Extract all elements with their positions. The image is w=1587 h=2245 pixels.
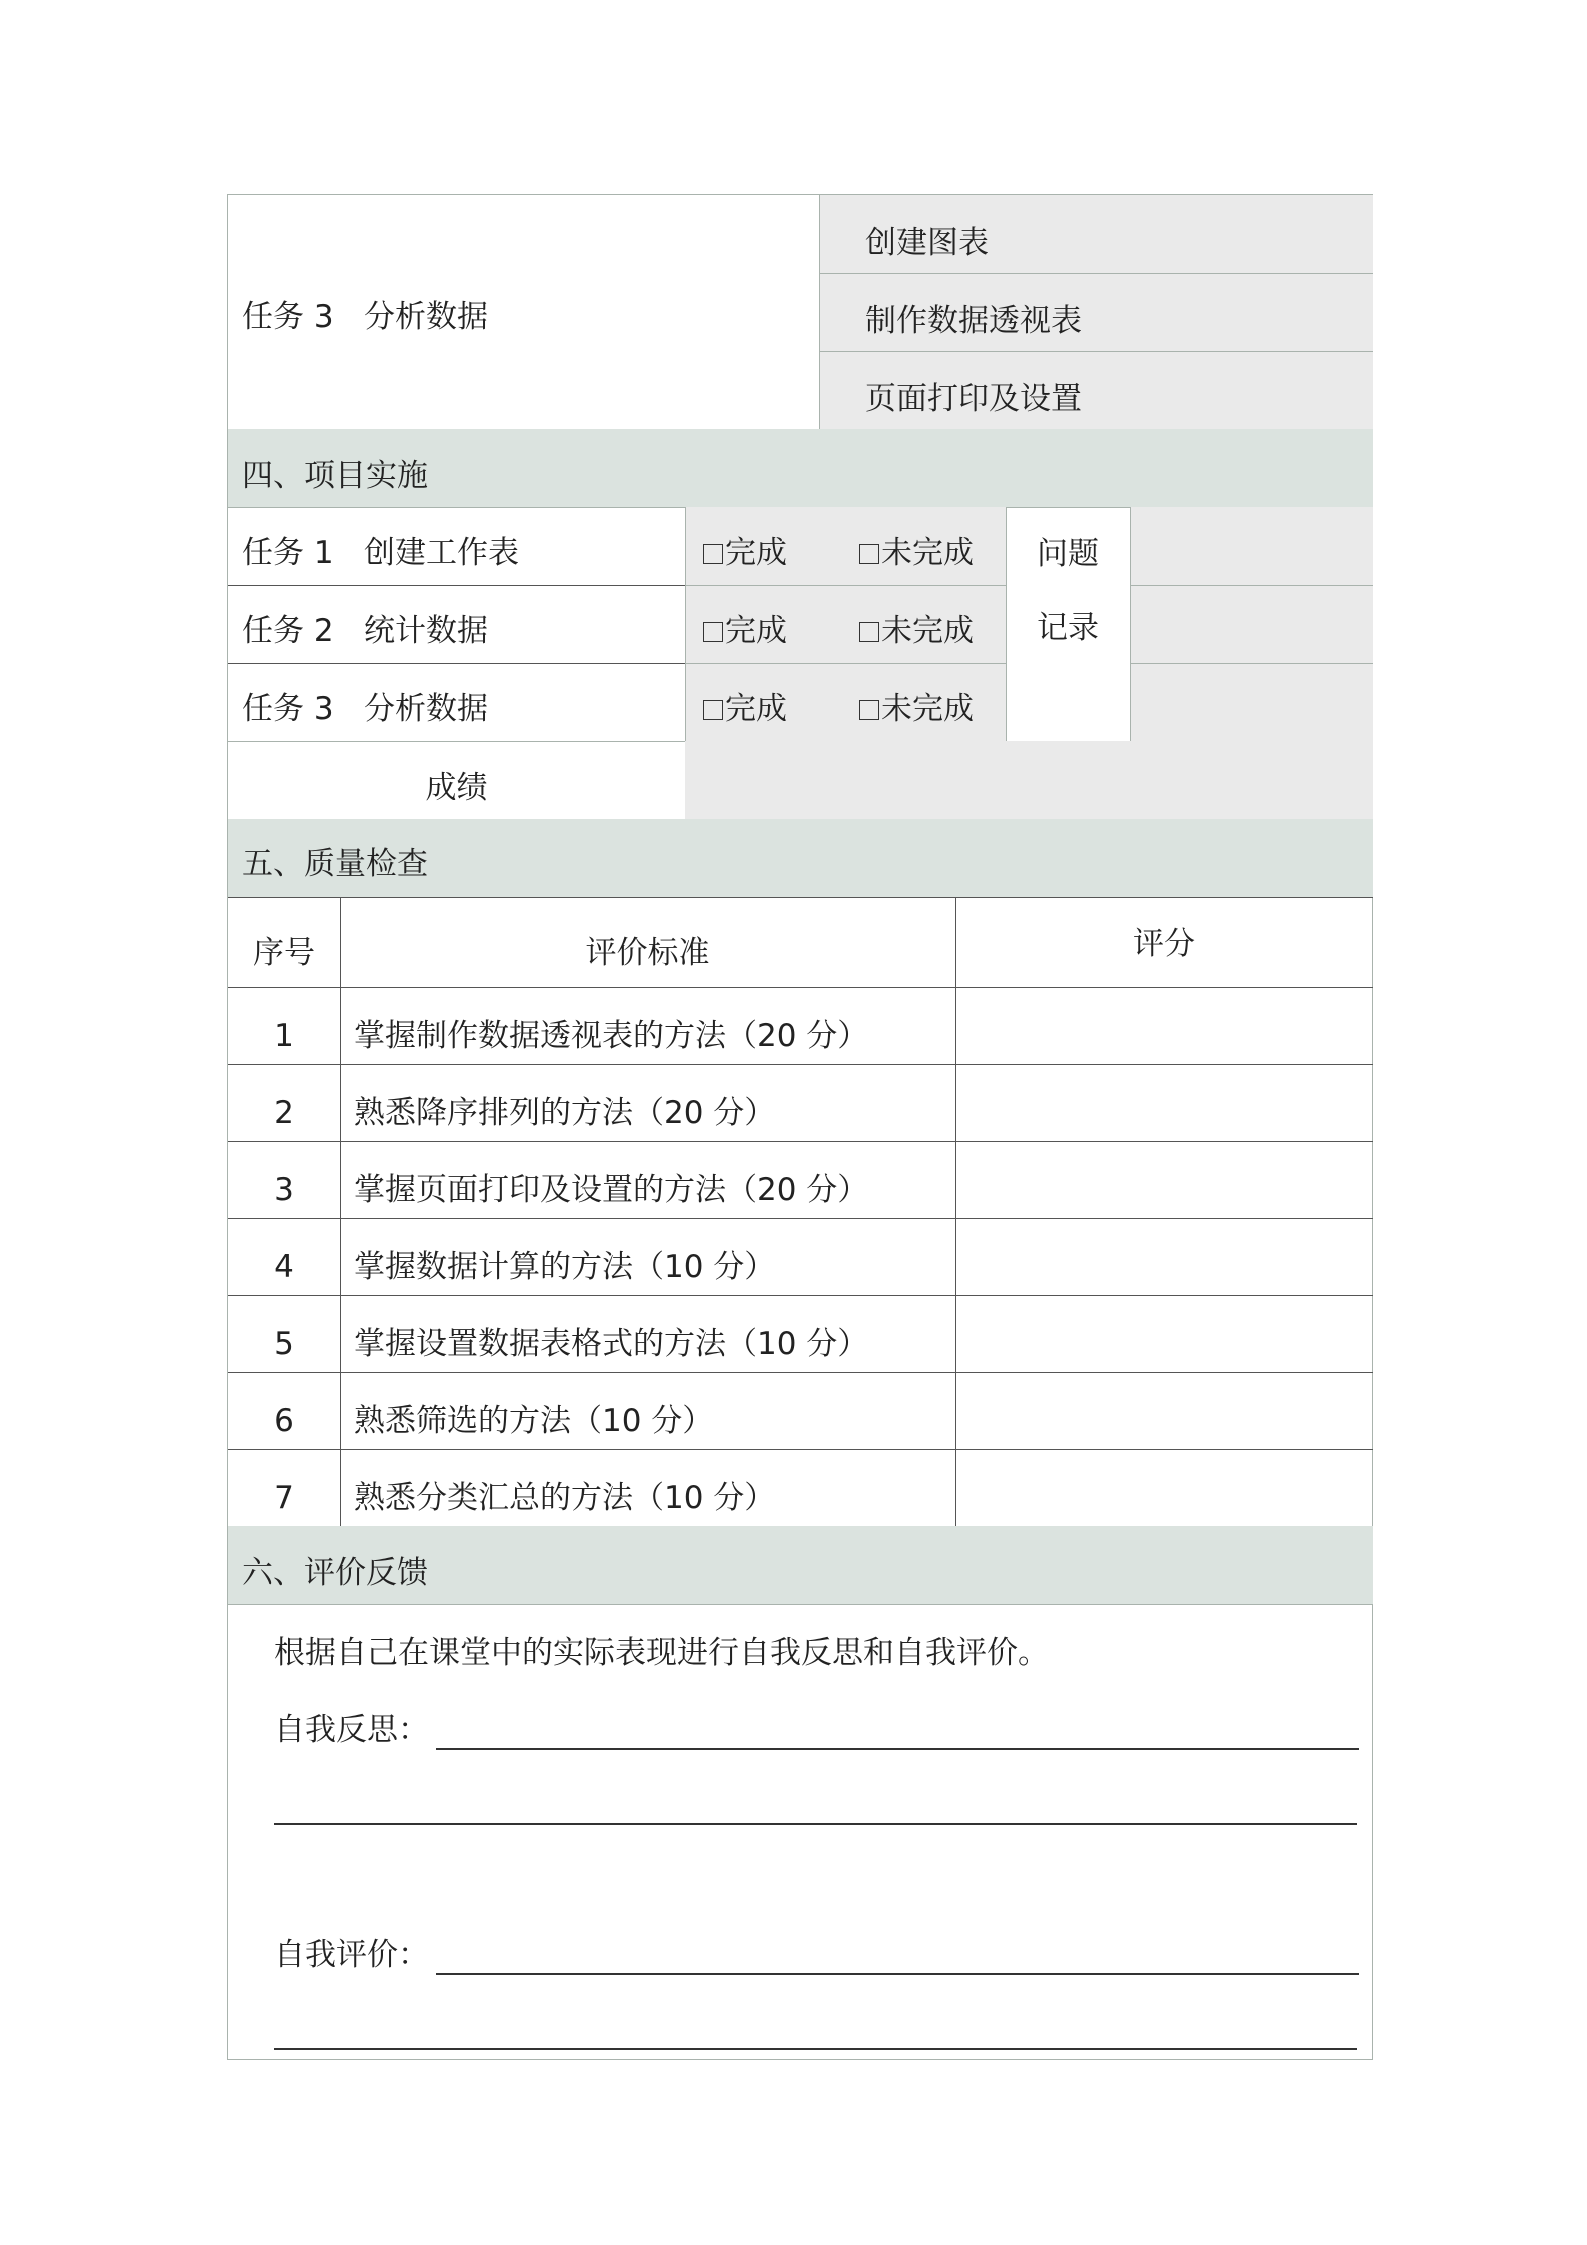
feedback-instruction: 根据自己在课堂中的实际表现进行自我反思和自我评价。	[274, 1635, 1049, 1671]
task3-name: 分析数据	[364, 299, 488, 335]
row-no: 1	[274, 1018, 294, 1054]
row-score-field[interactable]	[955, 1372, 1373, 1449]
divider	[685, 585, 1006, 586]
divider	[228, 585, 685, 586]
row-no: 3	[274, 1172, 294, 1208]
section4-header	[228, 429, 1373, 507]
header-criteria: 评价标准	[585, 935, 710, 971]
row-criteria: 熟悉分类汇总的方法（10 分）	[354, 1480, 776, 1516]
row-criteria: 掌握数据计算的方法（10 分）	[354, 1249, 776, 1285]
task-row-name: 分析数据	[364, 691, 488, 727]
task-row-name: 统计数据	[364, 613, 488, 649]
row-no: 7	[274, 1480, 294, 1516]
reflection-label: 自我反思：	[274, 1712, 429, 1748]
row-no: 6	[274, 1403, 294, 1439]
row-score-field[interactable]	[955, 1064, 1373, 1141]
complete-checkbox[interactable]: 完成	[703, 616, 787, 647]
evaluation-input-line[interactable]	[436, 1973, 1359, 1975]
header-no: 序号	[253, 935, 315, 971]
divider	[1130, 507, 1131, 741]
complete-checkbox[interactable]: 完成	[703, 538, 787, 569]
divider	[228, 663, 685, 664]
divider	[1006, 507, 1007, 741]
section5-header	[228, 819, 1373, 897]
divider	[340, 897, 341, 1526]
divider	[228, 1604, 1373, 1605]
task3-label: 任务 3	[242, 299, 334, 335]
row-score-field[interactable]	[955, 1141, 1373, 1218]
score-field[interactable]	[685, 741, 1373, 819]
divider	[685, 663, 1006, 664]
checkbox-icon	[859, 622, 879, 642]
score-label: 成绩	[425, 770, 488, 806]
row-score-field[interactable]	[955, 1449, 1373, 1526]
row-criteria: 熟悉降序排列的方法（20 分）	[354, 1095, 776, 1131]
row-no: 5	[274, 1326, 294, 1362]
evaluation-sheet	[227, 194, 1373, 2060]
divider	[1130, 663, 1373, 664]
evaluation-input-line[interactable]	[274, 2048, 1357, 2050]
divider	[819, 351, 1373, 352]
section5-title: 五、质量检查	[242, 846, 428, 882]
issues-record-field[interactable]	[1130, 507, 1373, 741]
row-score-field[interactable]	[955, 1218, 1373, 1295]
divider	[819, 195, 820, 429]
section6-header	[228, 1526, 1373, 1604]
evaluation-label: 自我评价：	[274, 1937, 429, 1973]
subtask-item: 页面打印及设置	[865, 381, 1082, 417]
row-criteria: 掌握页面打印及设置的方法（20 分）	[354, 1172, 869, 1208]
section4-title: 四、项目实施	[242, 458, 428, 494]
divider	[228, 897, 1373, 898]
task-row-label: 任务 2	[242, 613, 334, 649]
incomplete-checkbox[interactable]: 未完成	[859, 694, 974, 725]
checkbox-icon	[859, 544, 879, 564]
issues-label: 问题	[1037, 536, 1099, 572]
row-criteria: 掌握制作数据透视表的方法（20 分）	[354, 1018, 869, 1054]
subtask-item: 创建图表	[865, 225, 989, 261]
checkbox-icon	[703, 622, 723, 642]
row-criteria: 熟悉筛选的方法（10 分）	[354, 1403, 714, 1439]
issues-label-cell	[1006, 507, 1130, 741]
checkbox-icon	[703, 700, 723, 720]
task-row-label: 任务 3	[242, 691, 334, 727]
incomplete-checkbox[interactable]: 未完成	[859, 538, 974, 569]
reflection-input-line[interactable]	[274, 1823, 1357, 1825]
score-label-cell	[228, 741, 685, 819]
row-criteria: 掌握设置数据表格式的方法（10 分）	[354, 1326, 869, 1362]
task3-cell	[228, 195, 819, 429]
row-score-field[interactable]	[955, 1295, 1373, 1372]
divider	[955, 897, 956, 1526]
divider	[1130, 585, 1373, 586]
checkbox-icon	[859, 700, 879, 720]
complete-checkbox[interactable]: 完成	[703, 694, 787, 725]
row-no: 4	[274, 1249, 294, 1285]
subtask-item: 制作数据透视表	[865, 303, 1082, 339]
header-score: 评分	[1133, 926, 1195, 962]
row-score-field[interactable]	[955, 987, 1373, 1064]
task-row-label: 任务 1	[242, 535, 334, 571]
divider	[819, 273, 1373, 274]
section6-title: 六、评价反馈	[242, 1555, 428, 1591]
incomplete-checkbox[interactable]: 未完成	[859, 616, 974, 647]
checkbox-icon	[703, 544, 723, 564]
reflection-input-line[interactable]	[436, 1748, 1359, 1750]
task-row-name: 创建工作表	[364, 535, 519, 571]
issues-label: 记录	[1037, 610, 1099, 646]
task3-subtasks	[819, 195, 1373, 429]
row-no: 2	[274, 1095, 294, 1131]
